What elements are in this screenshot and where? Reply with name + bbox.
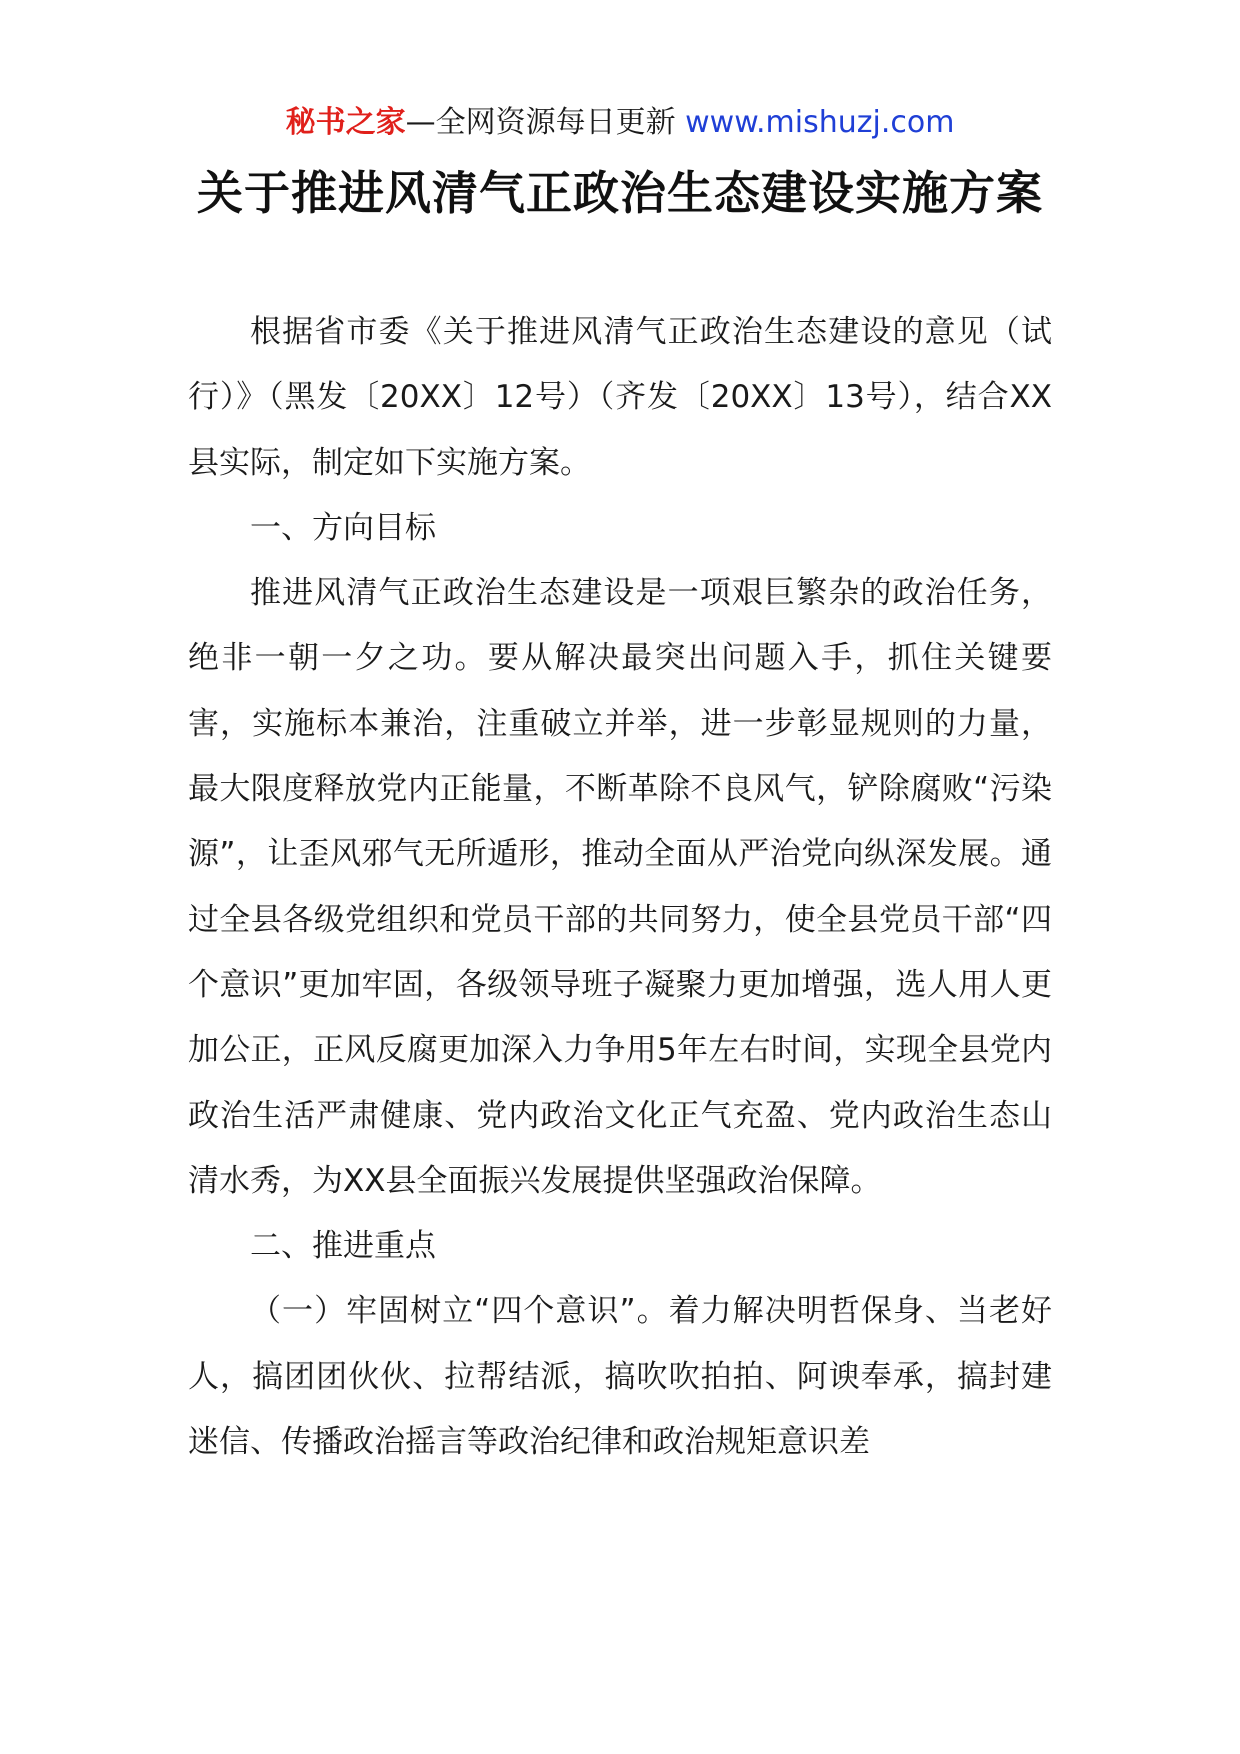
paragraph-intro: 根据省市委《关于推进风清气正政治生态建设的意见（试行）》（黑发〔20XX〕12号）（齐发〔20XX〕13号），结合XX县实际，制定如下实施方案。 <box>188 314 1052 481</box>
site-url-link[interactable]: www.mishuzj.com <box>685 105 955 140</box>
section-heading-direction-goals: 一、方向目标 <box>250 509 436 546</box>
site-slogan: —全网资源每日更新 <box>405 105 686 140</box>
site-brand: 秘书之家 <box>285 105 406 140</box>
section-heading-key-points: 二、推进重点 <box>250 1228 436 1265</box>
paragraph-goals: 推进风清气正政治生态建设是一项艰巨繁杂的政治任务，绝非一朝一夕之功。要从解决最突出问题入手，抓住关键要害，实施标本兼治，注重破立并举，进一步彰显规则的力量，最大限度释放党内正能量，不断革除不良风气，铲除腐败“污染源”，让歪风邪气无所遁形，推动全面从严治党向纵深发展。通过全县各级党组织和党员干部的共同努力，使全县党员干部“四个意识”更加牢固，各级领导班子凝聚力更加增强，选人用人更加公正，正风反腐更加深入力争用5年左右时间，实现全县党内政治生活严肃健康、党内政治文化正气充盈、党内政治生态山清水秀，为XX县全面振兴发展提供坚强政治保障。 <box>188 575 1052 1199</box>
document-title: 关于推进风清气正政治生态建设实施方案 <box>197 166 1043 220</box>
document-body <box>188 300 1052 1475</box>
paragraph-four-consciousness: （一）牢固树立“四个意识”。着力解决明哲保身、当老好人，搞团团伙伙、拉帮结派，搞吹吹拍拍、阿谀奉承，搞封建迷信、传播政治摇言等政治纪律和政治规矩意识差 <box>188 1293 1052 1461</box>
site-header <box>0 100 1240 146</box>
